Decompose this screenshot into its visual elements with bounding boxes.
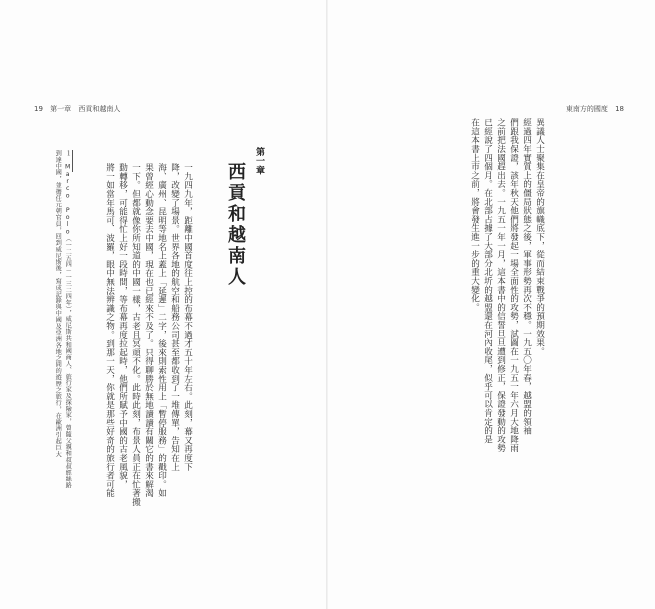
- left-page-column: 降，改變了場景。世界各地的航空和船務公司甚至都收到了一堆傳單，告知在上: [169, 163, 180, 471]
- left-page-column: 將一如當年馬可．波羅，眼中無法辨識之物。到那一天，你就是那些好奇的旅行者可能: [104, 163, 115, 498]
- footnote-column: 到達中國，並擔任元朝官員，回到威尼斯後，寫成記錄與中國及亞洲各地之間的遊歷之旅行，在歐洲引起巨大: [54, 150, 62, 458]
- right-page-column: 之前把法國趕出去。一九五一年一月，這本書中的信誓旦旦遭到修正，保證發動的攻勢: [495, 118, 506, 453]
- right-header-title: 東南方的國度: [565, 105, 608, 113]
- left-page-column: 一下。但都就像你所知道的中國一樣，古老且冥頑不化。此時此刻，布景人員正在忙著搬: [130, 163, 141, 507]
- right-page-number: 18: [615, 105, 624, 113]
- right-page-column: 已經說了四個月。在北部占據了大部分北圻的越盟還在河內收尾，似乎可以肯定的是: [482, 118, 493, 444]
- right-page-column: 經過四年實質上的僵局狀態之後，軍事形勢再次不穩。一九五〇年春，越盟的領袖: [521, 118, 532, 435]
- right-page-column: 異議人士聚集在皇帝的旗幟底下，從而結束戰爭的預期效果。: [534, 118, 545, 356]
- left-header-title: 西貢和越南人: [78, 105, 121, 113]
- left-page-column: 動轉移，可能得忙上好一段時間，等布幕再度拉起時，他們所賦予中國的古老風貌，: [117, 163, 128, 489]
- right-page-header: [566, 104, 629, 114]
- left-page-column: 海、廣州、昆明等地名上蓋上「延遲」二字，後來則索性用上「暫停服務」的戳印。如: [156, 163, 167, 498]
- left-page-number: 19: [34, 105, 43, 113]
- left-page-column: 果曾經心動念要去中國，現在也已經來不及了。只得聊勝於無地讀讀有關它的書來解渴: [143, 163, 154, 498]
- left-page-header: [34, 104, 125, 114]
- chapter-label: 第一章: [254, 147, 264, 175]
- left-header-chapter: 第一章: [50, 105, 72, 113]
- left-page-column: 一九四九年，距離中國首度往上控的布幕不過才五十年左右。此刻，幕又再度下: [182, 163, 193, 471]
- footnote-rule: [72, 150, 73, 172]
- right-page-column: 們跟我保證，該年秋天他們將發起一場全面性的攻勢，試圖在一九五一年六月大地降雨: [508, 118, 519, 453]
- right-page-column: 在這本書上市之前，將會發生進一步的重大變化。: [469, 118, 480, 312]
- footnote-column: １ Marco Polo（一二五四－一三二四年），威尼斯共和國商人、旅行家及探險家，曾隨父親和叔叔經絲路: [64, 150, 72, 489]
- book-gutter: [326, 0, 328, 609]
- chapter-title: 西貢和越南人: [225, 162, 246, 288]
